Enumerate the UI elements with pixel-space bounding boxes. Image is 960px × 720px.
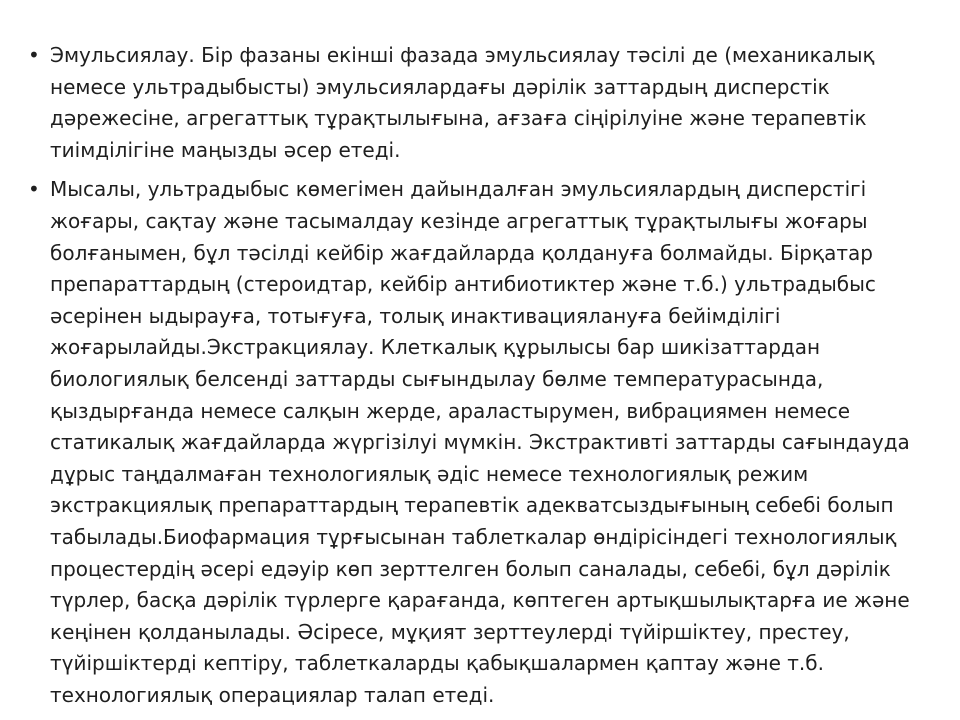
bullet-text: Эмульсиялау. Бір фазаны екінші фазада эмульсиялау тәсілі де (механикалық немесе ультрадыбысты) эмульсиялардағы дәрілік заттардың дисперстік дәрежесіне, агрегаттық тұрақтылығына, ағзаға сіңірілуіне және терапевтік тиімділігіне маңызды әсер етеді.	[50, 43, 875, 162]
bullet-list	[24, 40, 924, 719]
bullet-text: Мысалы, ультрадыбыс көмегімен дайындалған эмульсиялардың дисперстігі жоғары, сақтау және тасымалдау кезінде агрегаттық тұрақтылығы жоғары болғанымен, бұл тәсілді кейбір жағдайларда қолдануға болмайды. Бірқатар препараттардың (стероидтар, кейбір антибиотиктер және т.б.) ультрадыбыс әсерінен ыдырауға, тотығуға, толық инактивациялануға бейімділігі жоғарылайды.Экстракциялау. Клеткалық құрылысы бар шикізаттардан биологиялық белсенді заттарды сығындылау бөлме температурасында, қыздырғанда немесе салқын жерде, араластырумен, вибрациямен немесе статикалық жағдайларда жүргізілуі мүмкін. Экстрактивті заттарды сағындауда дұрыс таңдалмаған технологиялық әдіс немесе технологиялық режим экстракциялық препараттардың терапевтік адекватсыздығының себебі болып табылады.Биофармация тұрғысынан таблеткалар өндірісіндегі технологиялық процестердің әсері едәуір көп зерттелген болып саналады, себебі, бұл дәрілік түрлер, басқа дәрілік түрлерге қарағанда, көптеген артықшылықтарға ие және кеңінен қолданылады. Әсіресе, мұқият зерттеулерді түйіршіктеу, престеу, түйіршіктерді кептіру, таблеткаларды қабықшалармен қаптау және т.б. технологиялық операциялар талап етеді.	[50, 177, 910, 707]
bullet-marker: •	[28, 177, 40, 202]
bullet-marker: •	[28, 43, 40, 67]
bullet-item-example	[24, 174, 924, 711]
bullet-item-emulsification	[24, 40, 924, 166]
